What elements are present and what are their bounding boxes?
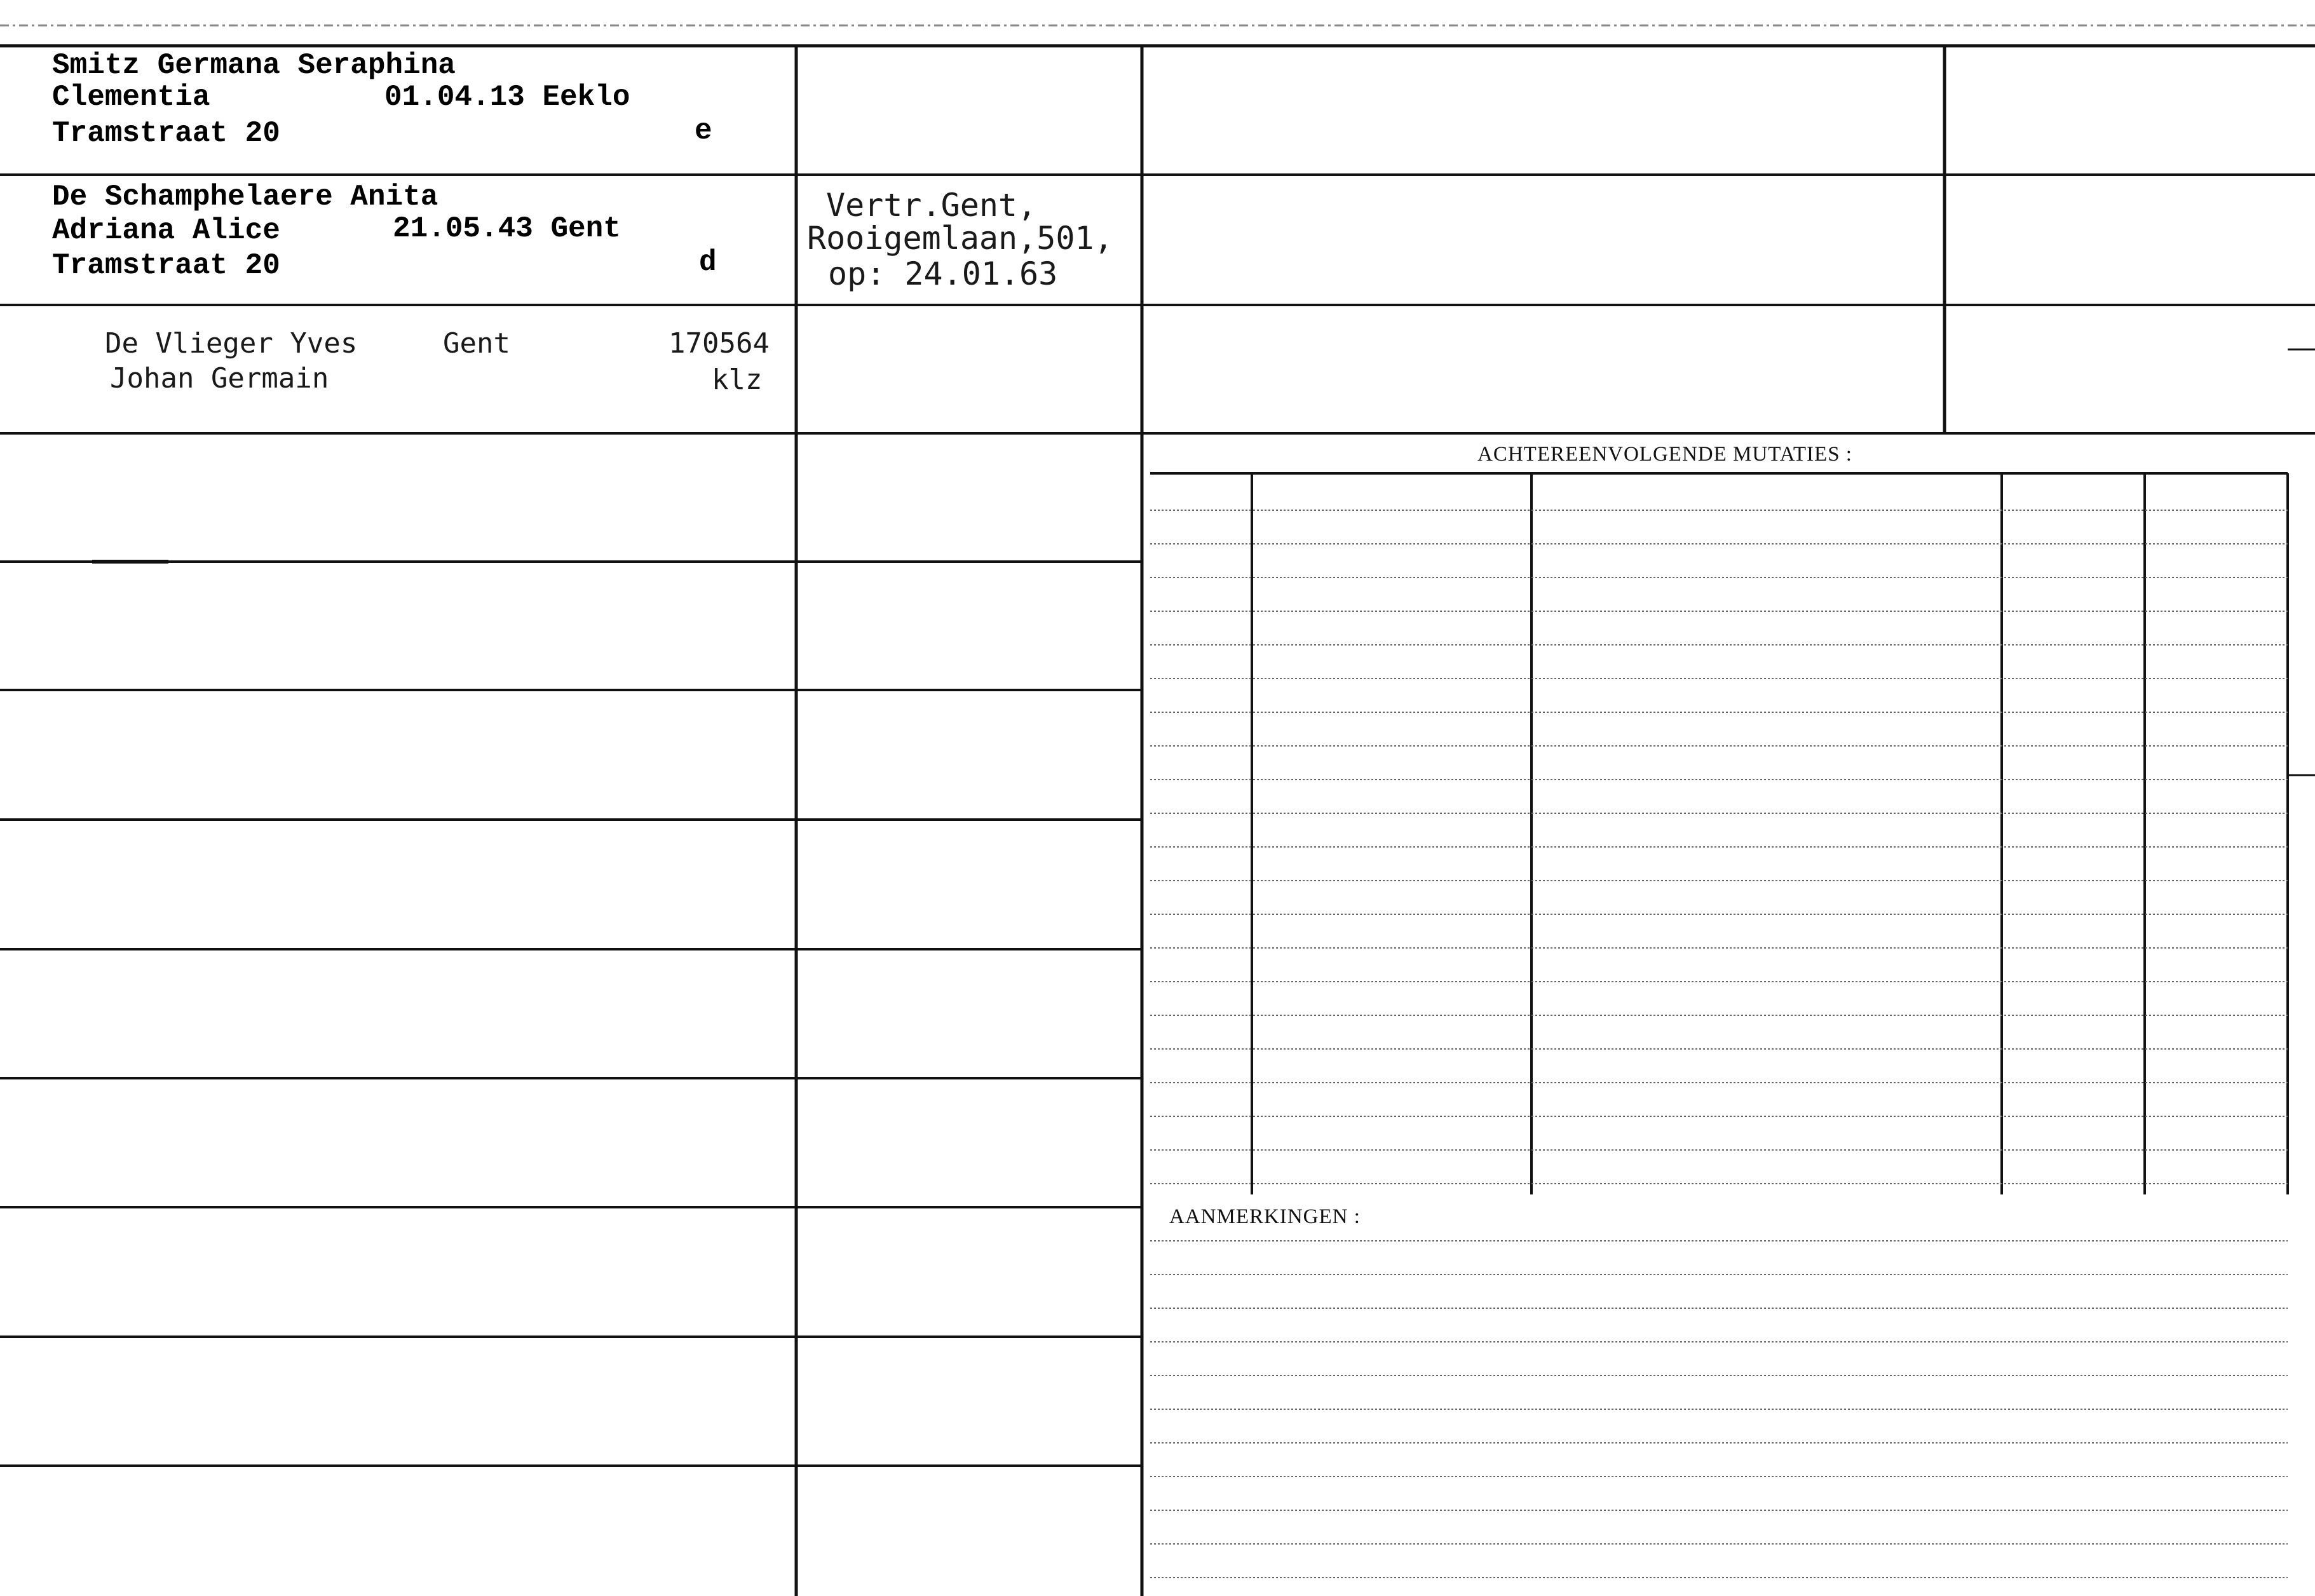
middle-row-separators xyxy=(796,175,1142,1466)
entry-1-birth: 01.04.13 Eeklo xyxy=(384,81,630,114)
mutations-table xyxy=(1150,473,2288,1194)
entry-3 xyxy=(105,327,770,396)
remarks-header: AANMERKINGEN : xyxy=(1169,1205,1361,1228)
entry-2-given-names: Adriana Alice xyxy=(52,214,280,247)
top-border xyxy=(0,25,2315,46)
entry-3-code: klz xyxy=(712,363,763,396)
entry-2-note-line-2: Rooigemlaan,501, xyxy=(807,220,1113,257)
entry-2-address: Tramstraat 20 xyxy=(52,249,280,282)
entry-3-given-names: Johan Germain xyxy=(110,362,329,395)
entry-3-place: Gent xyxy=(443,327,510,360)
entry-2-note-line-1: Vertr.Gent, xyxy=(826,187,1037,224)
entry-2-code: d xyxy=(699,246,717,279)
entry-3-name: De Vlieger Yves xyxy=(105,327,358,360)
entry-2-name: De Schamphelaere Anita xyxy=(52,180,438,213)
entry-1-address: Tramstraat 20 xyxy=(52,117,280,150)
entry-1-name: Smitz Germana Seraphina xyxy=(52,49,456,82)
entry-2-birth: 21.05.43 Gent xyxy=(393,212,621,245)
entry-1-given-names: Clementia xyxy=(52,81,210,114)
right-row-separators xyxy=(1142,175,2315,433)
mutations-header: ACHTEREENVOLGENDE MUTATIES : xyxy=(1477,443,1852,466)
margin-ticks xyxy=(2288,349,2315,775)
entry-1-code: e xyxy=(695,114,712,147)
entry-1 xyxy=(52,49,712,150)
entry-2 xyxy=(52,180,1113,292)
entry-2-note-line-3: op: 24.01.63 xyxy=(828,255,1058,292)
remarks-lines xyxy=(1150,1241,2288,1578)
entry-3-number: 170564 xyxy=(669,327,770,360)
